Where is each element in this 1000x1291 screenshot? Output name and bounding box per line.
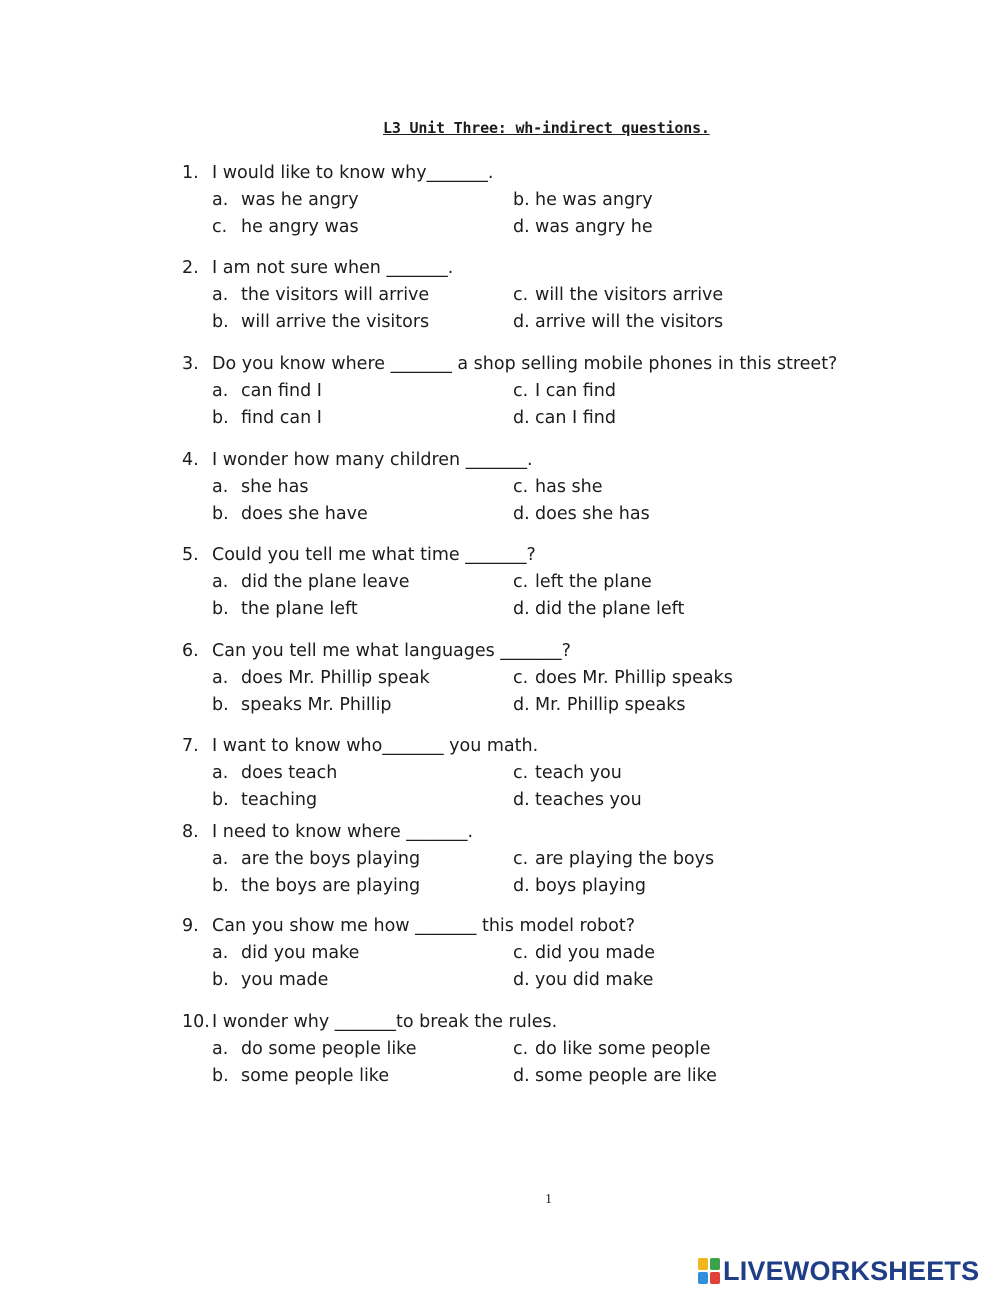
option-letter: d. xyxy=(513,217,530,237)
option-letter: b. xyxy=(212,790,229,810)
option-letter: a. xyxy=(212,1039,229,1059)
option-letter: d. xyxy=(513,408,530,428)
answer-option[interactable] xyxy=(513,599,813,619)
option-letter: a. xyxy=(212,849,229,869)
option-letter: b. xyxy=(212,408,229,428)
answer-option[interactable] xyxy=(212,876,492,896)
question-number: 3. xyxy=(182,354,199,374)
option-letter: d. xyxy=(513,1066,530,1086)
liveworksheets-logo-icon xyxy=(698,1258,720,1284)
option-text: some people like xyxy=(241,1066,390,1086)
option-text: she has xyxy=(241,477,309,497)
option-letter: d. xyxy=(513,312,530,332)
question-stem: I wonder how many children _______. xyxy=(212,450,533,470)
option-text: has she xyxy=(535,477,603,497)
option-letter: b. xyxy=(212,695,229,715)
liveworksheets-logo[interactable] xyxy=(698,1255,979,1287)
question-stem: I would like to know why_______. xyxy=(212,163,494,183)
option-text: boys playing xyxy=(535,876,646,896)
option-text: did you make xyxy=(241,943,360,963)
option-text: did the plane leave xyxy=(241,572,410,592)
option-letter: c. xyxy=(513,849,529,869)
question-stem: I want to know who_______ you math. xyxy=(212,736,539,756)
question-number: 8. xyxy=(182,822,199,842)
option-letter: c. xyxy=(513,572,529,592)
option-text: are playing the boys xyxy=(535,849,715,869)
option-letter: a. xyxy=(212,477,229,497)
option-letter: b. xyxy=(212,876,229,896)
answer-option[interactable] xyxy=(513,790,813,810)
option-letter: a. xyxy=(212,381,229,401)
option-text: was he angry xyxy=(241,190,359,210)
question-number: 10. xyxy=(182,1012,210,1032)
answer-option[interactable] xyxy=(513,408,813,428)
question-stem: Can you show me how _______ this model robot? xyxy=(212,916,635,936)
option-text: do like some people xyxy=(535,1039,711,1059)
option-letter: b. xyxy=(212,504,229,524)
page-number: 1 xyxy=(545,1192,552,1207)
option-text: Mr. Phillip speaks xyxy=(535,695,686,715)
answer-option[interactable] xyxy=(212,695,492,715)
option-text: teaching xyxy=(241,790,318,810)
answer-option[interactable] xyxy=(212,849,492,869)
option-text: arrive will the visitors xyxy=(535,312,724,332)
question-stem: Do you know where _______ a shop selling mobile phones in this street? xyxy=(212,354,838,374)
answer-option[interactable] xyxy=(212,790,492,810)
answer-option[interactable] xyxy=(513,190,813,210)
answer-option[interactable] xyxy=(513,695,813,715)
logo-square-1 xyxy=(698,1258,708,1270)
question-stem: I am not sure when _______. xyxy=(212,258,454,278)
answer-option[interactable] xyxy=(513,1066,813,1086)
question-number: 4. xyxy=(182,450,199,470)
option-text: can I find xyxy=(535,408,616,428)
option-text: you made xyxy=(241,970,329,990)
option-text: will the visitors arrive xyxy=(535,285,724,305)
option-letter: a. xyxy=(212,763,229,783)
answer-option[interactable] xyxy=(212,599,492,619)
answer-option[interactable] xyxy=(513,763,813,783)
option-letter: c. xyxy=(513,943,529,963)
question-number: 5. xyxy=(182,545,199,565)
answer-option[interactable] xyxy=(212,312,492,332)
option-text: will arrive the visitors xyxy=(241,312,430,332)
answer-option[interactable] xyxy=(513,943,813,963)
answer-option[interactable] xyxy=(212,763,492,783)
option-letter: d. xyxy=(513,876,530,896)
question-number: 2. xyxy=(182,258,199,278)
option-letter: c. xyxy=(513,763,529,783)
answer-option[interactable] xyxy=(212,943,492,963)
question-number: 6. xyxy=(182,641,199,661)
question-number: 9. xyxy=(182,916,199,936)
option-letter: b. xyxy=(212,1066,229,1086)
option-text: find can I xyxy=(241,408,322,428)
option-letter: a. xyxy=(212,285,229,305)
option-letter: d. xyxy=(513,790,530,810)
option-letter: a. xyxy=(212,668,229,688)
logo-text: LIVEWORKSHEETS xyxy=(723,1255,980,1286)
option-text: teach you xyxy=(535,763,622,783)
answer-option[interactable] xyxy=(513,504,813,524)
option-letter: c. xyxy=(513,381,529,401)
option-letter: d. xyxy=(513,504,530,524)
logo-square-3 xyxy=(698,1272,708,1284)
option-text: do some people like xyxy=(241,1039,417,1059)
option-letter: d. xyxy=(513,695,530,715)
option-text: speaks Mr. Phillip xyxy=(241,695,392,715)
answer-option[interactable] xyxy=(212,217,492,237)
option-text: was angry he xyxy=(535,217,653,237)
option-letter: b. xyxy=(212,599,229,619)
option-text: left the plane xyxy=(535,572,652,592)
answer-option[interactable] xyxy=(513,285,813,305)
option-letter: b. xyxy=(513,190,530,210)
option-text: can find I xyxy=(241,381,322,401)
answer-option[interactable] xyxy=(212,477,492,497)
question-stem: Could you tell me what time _______? xyxy=(212,545,536,565)
answer-option[interactable] xyxy=(212,285,492,305)
option-letter: b. xyxy=(212,970,229,990)
question-stem: I wonder why _______to break the rules. xyxy=(212,1012,558,1032)
answer-option[interactable] xyxy=(212,1039,492,1059)
option-text: does teach xyxy=(241,763,338,783)
answer-option[interactable] xyxy=(513,572,813,592)
option-text: I can find xyxy=(535,381,616,401)
answer-option[interactable] xyxy=(513,849,813,869)
answer-option[interactable] xyxy=(513,970,813,990)
answer-option[interactable] xyxy=(513,217,813,237)
option-text: does she have xyxy=(241,504,368,524)
option-text: does she has xyxy=(535,504,650,524)
question-number: 1. xyxy=(182,163,199,183)
answer-option[interactable] xyxy=(212,504,492,524)
option-letter: a. xyxy=(212,572,229,592)
option-letter: c. xyxy=(212,217,228,237)
option-letter: c. xyxy=(513,477,529,497)
option-letter: c. xyxy=(513,668,529,688)
option-text: some people are like xyxy=(535,1066,717,1086)
option-letter: d. xyxy=(513,970,530,990)
answer-option[interactable] xyxy=(212,668,492,688)
answer-option[interactable] xyxy=(212,408,492,428)
option-letter: b. xyxy=(212,312,229,332)
question-number: 7. xyxy=(182,736,199,756)
answer-option[interactable] xyxy=(513,477,813,497)
option-letter: d. xyxy=(513,599,530,619)
option-letter: a. xyxy=(212,190,229,210)
logo-square-4 xyxy=(710,1272,720,1284)
option-text: you did make xyxy=(535,970,654,990)
answer-option[interactable] xyxy=(513,668,813,688)
option-text: did you made xyxy=(535,943,656,963)
answer-option[interactable] xyxy=(212,970,492,990)
worksheet-title: L3 Unit Three: wh-indirect questions. xyxy=(383,119,710,137)
option-text: are the boys playing xyxy=(241,849,421,869)
option-text: teaches you xyxy=(535,790,642,810)
option-text: did the plane left xyxy=(535,599,685,619)
answer-option[interactable] xyxy=(212,190,492,210)
option-letter: c. xyxy=(513,1039,529,1059)
question-stem: I need to know where _______. xyxy=(212,822,474,842)
option-letter: c. xyxy=(513,285,529,305)
answer-option[interactable] xyxy=(513,381,813,401)
answer-option[interactable] xyxy=(212,1066,492,1086)
answer-option[interactable] xyxy=(212,572,492,592)
answer-option[interactable] xyxy=(513,312,813,332)
option-text: the plane left xyxy=(241,599,358,619)
option-text: does Mr. Phillip speaks xyxy=(535,668,733,688)
option-text: the visitors will arrive xyxy=(241,285,430,305)
answer-option[interactable] xyxy=(513,1039,813,1059)
option-text: does Mr. Phillip speak xyxy=(241,668,430,688)
logo-square-2 xyxy=(710,1258,720,1270)
option-text: he angry was xyxy=(241,217,359,237)
answer-option[interactable] xyxy=(212,381,492,401)
question-stem: Can you tell me what languages _______? xyxy=(212,641,571,661)
answer-option[interactable] xyxy=(513,876,813,896)
option-text: he was angry xyxy=(535,190,653,210)
option-text: the boys are playing xyxy=(241,876,421,896)
option-letter: a. xyxy=(212,943,229,963)
